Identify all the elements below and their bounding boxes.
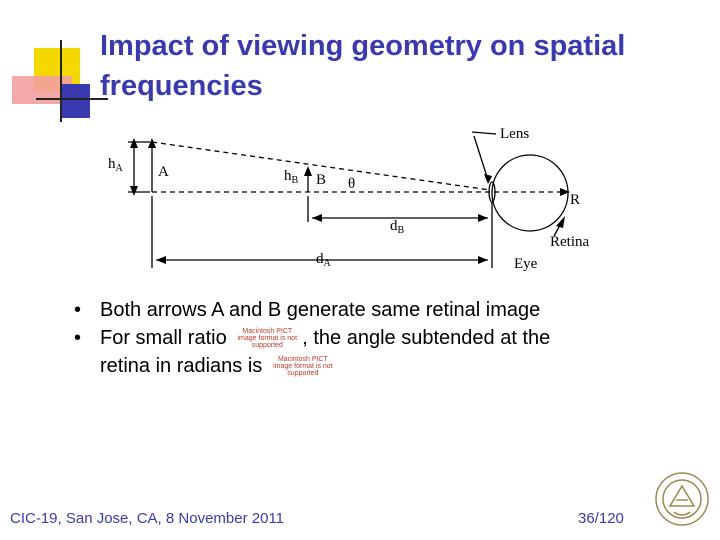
label-dA: $d_A$ bbox=[316, 251, 331, 269]
page-number: 36/120 bbox=[578, 510, 624, 527]
label-A: A bbox=[158, 164, 169, 180]
label-hB: $h_B$ bbox=[284, 168, 299, 186]
bullet-list bbox=[72, 296, 672, 380]
bullet-item bbox=[72, 324, 672, 380]
unsupported-image-placeholder: Macintosh PICT image format is not supported bbox=[273, 355, 333, 377]
footer-conference: CIC-19, San Jose, CA, 8 November 2011 bbox=[10, 510, 285, 527]
label-R: R bbox=[570, 192, 581, 208]
viewing-geometry-diagram bbox=[90, 118, 610, 278]
label-lens: Lens bbox=[500, 126, 530, 142]
label-dB: $d_B$ bbox=[390, 218, 405, 236]
bullet-text: For small ratio bbox=[100, 327, 227, 349]
bullet-text: Both arrows A and B generate same retinal image bbox=[100, 299, 541, 321]
university-seal-icon bbox=[652, 466, 712, 532]
bullet-item bbox=[72, 296, 672, 324]
label-eye: Eye bbox=[514, 256, 538, 272]
decor-blue-block bbox=[62, 84, 90, 118]
label-retina: Retina bbox=[550, 234, 590, 250]
unsupported-image-placeholder: Macintosh PICT image format is not supported bbox=[237, 327, 298, 349]
bullet-dot-icon: • bbox=[74, 299, 82, 321]
bullet-text: retina in radians is bbox=[100, 355, 263, 377]
bullet-text: , the angle subtended at the bbox=[302, 327, 551, 349]
decor-horizontal-line bbox=[36, 98, 108, 100]
decor-vertical-line bbox=[60, 40, 62, 122]
label-B: B bbox=[316, 172, 327, 188]
bullet-dot-icon: • bbox=[74, 327, 82, 349]
label-hA: $h_A$ bbox=[108, 156, 123, 174]
slide-title: Impact of viewing geometry on spatial frequencies bbox=[100, 30, 626, 102]
label-theta: θ bbox=[348, 176, 356, 192]
